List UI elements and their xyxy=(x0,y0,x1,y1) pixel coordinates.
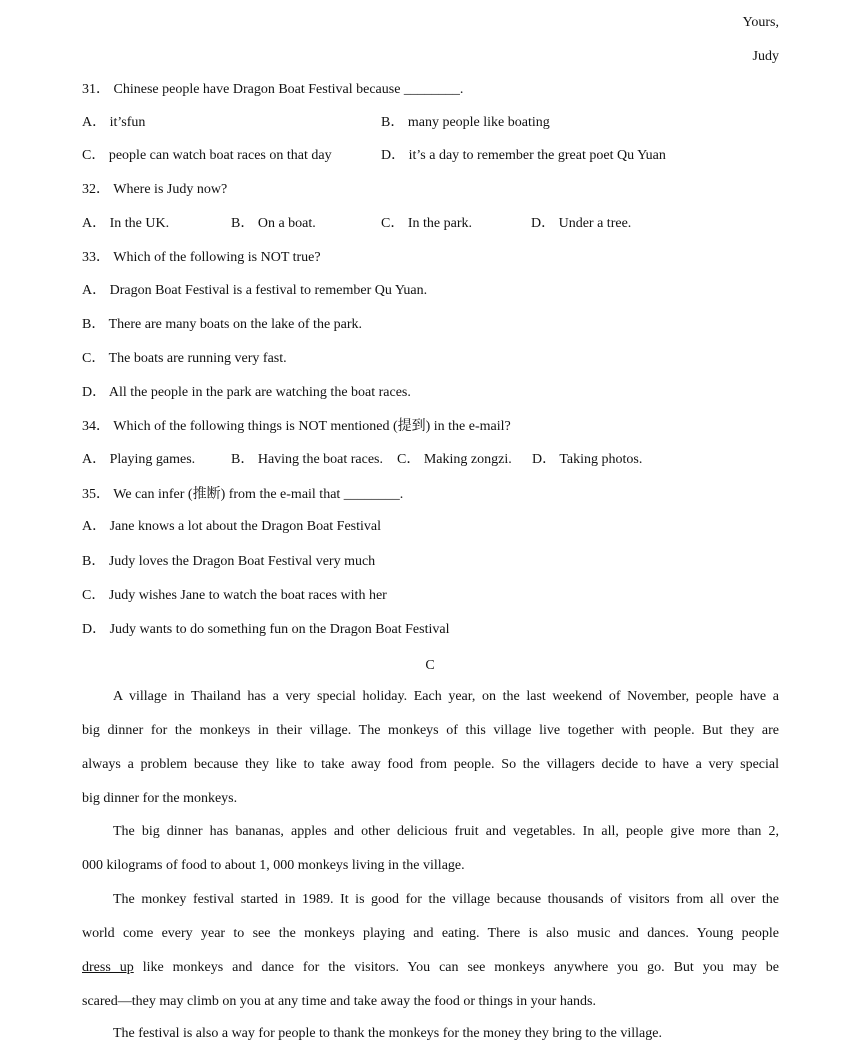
passage-paragraph-2 xyxy=(82,815,779,883)
question-34-option-a: A． Playing games. xyxy=(82,452,196,467)
section-label: C xyxy=(425,658,435,673)
paragraph-3-line-3: dress up like monkeys and dance for the visitors. You can see monkeys anywhere you go. But you may be xyxy=(82,960,780,975)
paragraph-3-line-1: The monkey festival started in 1989. It is good for the village because thousands of visitors from all over the xyxy=(113,892,779,907)
question-33-option-a: A． Dragon Boat Festival is a festival to remember Qu Yuan. xyxy=(82,283,428,298)
underlined-phrase: dress up xyxy=(82,960,134,975)
question-34-option-d: D． Taking photos. xyxy=(532,452,643,467)
question-35-option-d: D． Judy wants to do something fun on the Dragon Boat Festival xyxy=(82,622,450,637)
question-32-stem: 32． Where is Judy now? xyxy=(82,182,228,197)
question-32-option-c: C． In the park. xyxy=(381,216,472,231)
paragraph-2-line-1: The big dinner has bananas, apples and other delicious fruit and vegetables. In all, people give more than 2, xyxy=(113,824,779,839)
paragraph-1-line-2: big dinner for the monkeys in their village. The monkeys of this village live together with people. But they are xyxy=(82,723,779,738)
passage-paragraph-3 xyxy=(82,883,779,1019)
paragraph-4-line-1: The festival is also a way for people to thank the monkeys for the money they bring to the village. xyxy=(113,1026,662,1041)
question-33-stem: 33． Which of the following is NOT true? xyxy=(82,250,321,265)
question-32-option-a: A． In the UK. xyxy=(82,216,170,231)
question-32-option-b: B． On a boat. xyxy=(231,216,316,231)
question-35-option-a: A． Jane knows a lot about the Dragon Boat Festival xyxy=(82,519,382,534)
closing-name: Judy xyxy=(752,49,779,64)
question-34-option-b: B． Having the boat races. xyxy=(231,452,384,467)
question-35-option-c: C． Judy wishes Jane to watch the boat races with her xyxy=(82,588,387,603)
question-33-option-c: C． The boats are running very fast. xyxy=(82,351,287,366)
question-34-stem: 34． Which of the following things is NOT mentioned (提到) in the e-mail? xyxy=(82,419,511,434)
question-33-option-b: B． There are many boats on the lake of the park. xyxy=(82,317,363,332)
question-33-option-d: D． All the people in the park are watching the boat races. xyxy=(82,385,411,400)
paragraph-3-line-2: world come every year to see the monkeys playing and eating. There is also music and dances. Young people xyxy=(82,926,779,941)
passage-paragraph-1 xyxy=(82,680,779,816)
paragraph-1-line-4: big dinner for the monkeys. xyxy=(82,791,238,806)
question-31-option-d: D． it’s a day to remember the great poet Qu Yuan xyxy=(381,148,666,163)
paragraph-3-line-4: scared—they may climb on you at any time and take away the food or things in your hands. xyxy=(82,994,596,1009)
question-31-stem: 31． Chinese people have Dragon Boat Festival because ________. xyxy=(82,82,464,97)
question-34-option-c: C． Making zongzi. xyxy=(397,452,512,467)
question-31-option-b: B． many people like boating xyxy=(381,115,550,130)
question-31-option-a: A． it’sfun xyxy=(82,115,146,130)
paragraph-1-line-3: always a problem because they like to take away food from people. So the villagers decide to have a very special xyxy=(82,757,779,772)
question-35-option-b: B． Judy loves the Dragon Boat Festival very much xyxy=(82,554,376,569)
question-31-option-c: C． people can watch boat races on that day xyxy=(82,148,332,163)
closing-yours: Yours, xyxy=(742,15,779,30)
question-35-stem: 35． We can infer (推断) from the e-mail that ________. xyxy=(82,487,404,502)
question-32-option-d: D． Under a tree. xyxy=(531,216,632,231)
paragraph-1-line-1: A village in Thailand has a very special holiday. Each year, on the last weekend of November, people have a xyxy=(113,689,779,704)
paragraph-2-line-2: 000 kilograms of food to about 1, 000 monkeys living in the village. xyxy=(82,858,465,873)
passage-paragraph-4 xyxy=(82,1017,779,1051)
